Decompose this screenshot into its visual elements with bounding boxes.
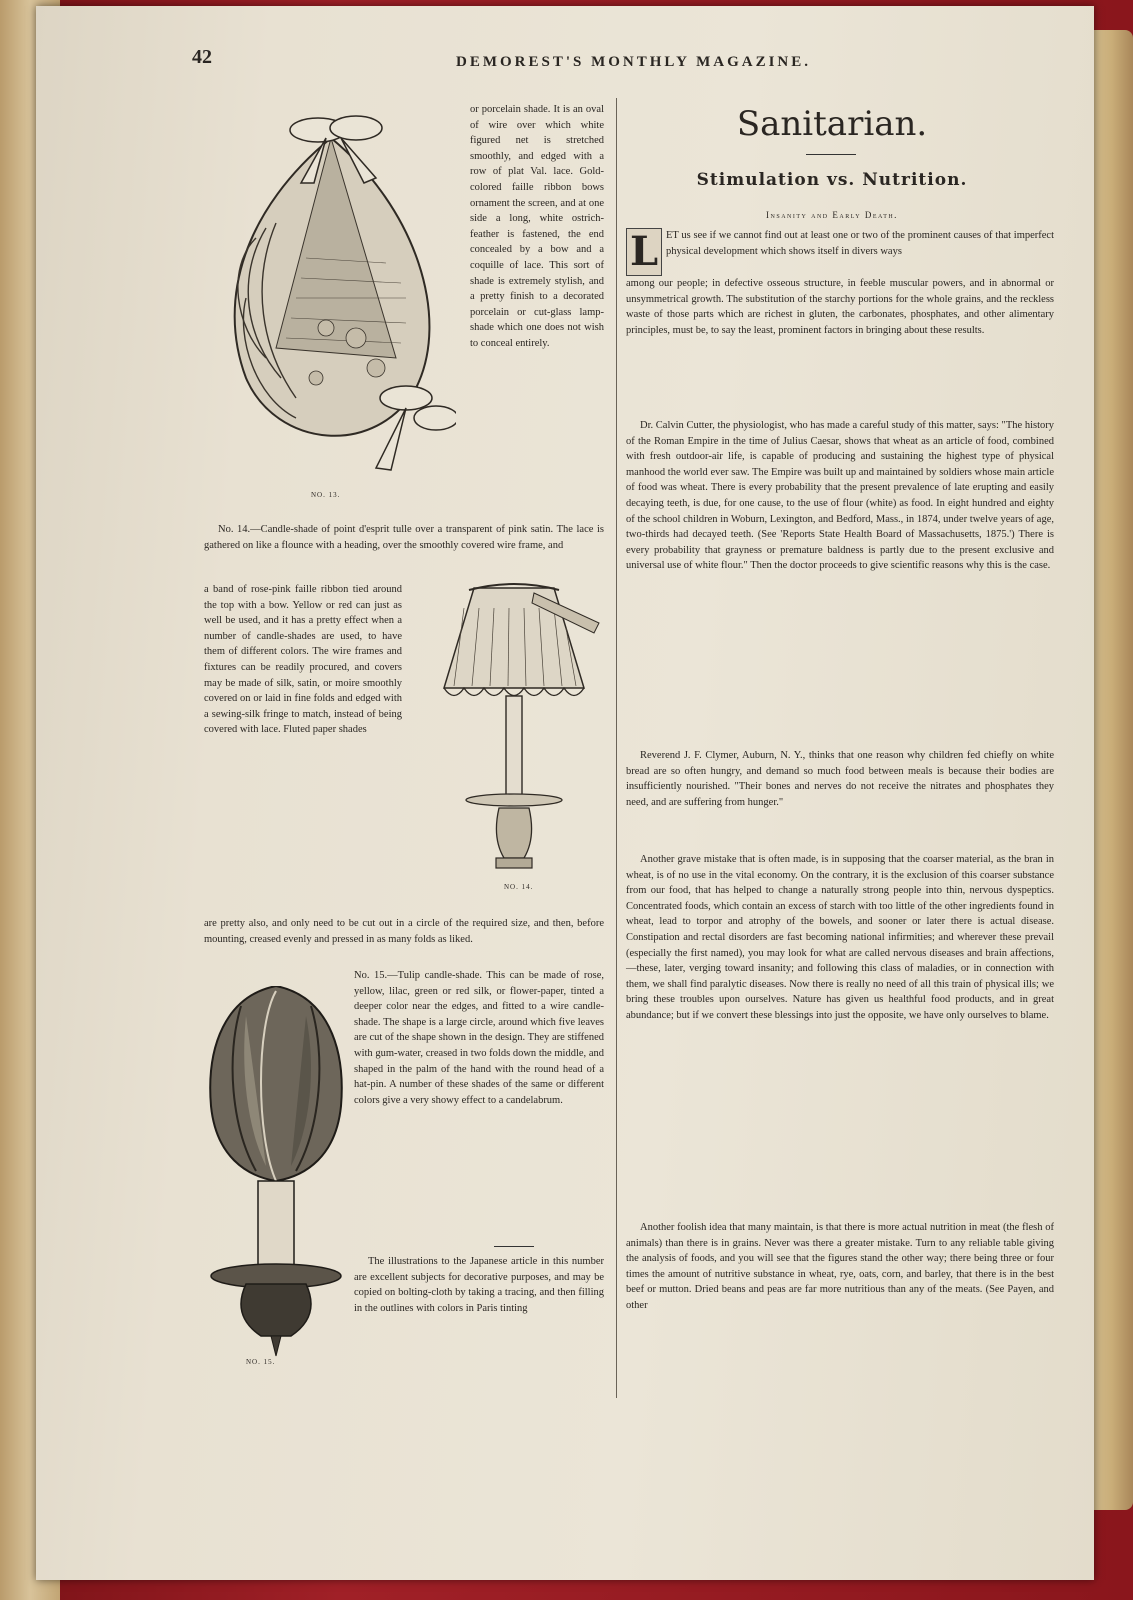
figure-14-illustration [424,568,604,888]
figure-15-caption: NO. 15. [246,1358,276,1366]
article-subtitle: Insanity and Early Death. [766,210,898,220]
magazine-page [36,6,1094,1580]
article-para-1: among our people; in defective osseous structure, in feeble muscular powers, and in abnormal or unsymmetrical growth. The substitution of the starchy portions for the whole grains, and the reckless waste of those parts which are richest in gluten, the carbonates, phosphates, and other alimentary principles, must be, to say the least, prominent factors in bringing about these results. [626,278,1054,336]
drop-cap: L [626,228,662,276]
text-block-japanese-illustrations: The illustrations to the Japanese article in this number are excellent subjects for decorative purposes, and may be copied on bolting-cloth by taking a tracing, and then filling in the outlines with colors in Paris tinting [354,1256,604,1314]
text-block-no14-details: a band of rose-pink faille ribbon tied around the top with a bow. Yellow or red can just as well be used, and it has a pretty effect when a number of candle-shades are used, to have them of different colors. The wire frames and fixtures can be readily procured, and covers may be made of silk, satin, or moire smoothly covered on or laid in fine folds and edged with a sewing-silk fringe to match, instead of being covered with lace. Fluted paper shades [204,584,402,736]
figure-13-illustration [206,98,456,488]
short-divider [494,1246,534,1247]
figure-13-caption: NO. 13. [311,491,341,499]
text-block-paper-shades: are pretty also, and only need to be cut out in a circle of the required size, and then, before mounting, creased evenly and pressed in as many folds as liked. [204,918,604,945]
article-para-4: Another grave mistake that is often made, is in supposing that the coarser material, as the bran in wheat, is of no use in the vital economy. On the contrary, it is the exclusion of this coarser substance from our food, that has helped to change a naturally strong people into thin, nervous dyspeptics. Concentrated foods, which contain an excess of starch with too little of the other ingredients found in wheat, lead to torpor and atrophy of the bowels, and sooner or later there is actual disease. Constipation and rectal disorders are fast becoming national infirmities; and wherever these prevail (especially the first named), you may look for what are called nervous diseases and brain affections,—these, later, verging toward insanity; and following this class of maladies, or in connection with them, we shall find paralytic diseases. Now there is really no need of all this train of physical ills; we bring these troubles upon ourselves. Nature has given us healthful food products, and in great abundance; but if we convert these blessings into just the opposite, we have only ourselves to blame. [626,854,1054,1021]
text-block-shade-description: or porcelain shade. It is an oval of wire over which white figured net is stretched smoothly, and edged with a row of plat Val. lace. Gold-colored faille ribbon bows ornament the screen, and at one side a long, white ostrich-feather is fastened, the end concealed by a bow and a coquille of lace. This sort of shade is extremely stylish, and a pretty finish to a decorated porcelain or cut-glass lamp-shade which one does not wish to conceal entirely. [470,104,604,349]
article-para-2: Dr. Calvin Cutter, the physiologist, who has made a careful study of this matter, says: "The history of the Roman Empire in the time of Julius Caesar, shows that wheat as an article of food, combined with fresh outdoor-air life, is capable of producing and sustaining the highest type of physical manhood the world ever saw. The Empire was built up and maintained by soldiers whose main article of food was wheat. There is every probability that the present prevalence of late erupting and easily decaying teeth, is due, for one cause, to the use of flour (white) as food. In eight hundred and eighty of the school children in Woburn, Lexington, and Bedford, Mass., in 1874, under twelve years of age, two-thirds had decayed teeth. (See 'Reports State Health Board of Massachusetts, 1875.') There is every probability that grayness or premature baldness is partly due to the present exclusive and universal use of white flour." Then the doctor proceeds to give scientific reasons why this is the case. [626,420,1054,572]
article-para-3: Reverend J. F. Clymer, Auburn, N. Y., thinks that one reason why children fed chiefly on white bread are so often hungry, and demand so much food between meals is because their bodies are insufficiently nourished. "Their bones and nerves do not receive the nitrates and phosphates they need, and are suffering from hunger." [626,750,1054,808]
column-divider [616,98,617,1398]
section-title: Sanitarian. [736,104,928,144]
article-para-5: Another foolish idea that many maintain, is that there is more actual nutrition in meat (the flesh of animals) than there is in grains. Never was there a greater mistake. Turn to any reliable table giving the analysis of foods, and you will see that the figures stand the other way; there being three or four times the amount of nutritive substance in wheat, rye, oats, corn, and barley, that there is in the best beef or mutton. Dried beans and peas are far more nutritious than any of the meats. (See Payen, and other [626,1222,1054,1311]
article-title: Stimulation vs. Nutrition. [696,170,968,190]
running-head: DEMOREST'S MONTHLY MAGAZINE. [456,54,812,70]
figure-15-illustration [186,986,366,1366]
figure-14-caption: NO. 14. [504,883,534,891]
page-number: 42 [192,46,212,68]
title-rule [806,154,856,155]
article-para-1-first: ET us see if we cannot find out at least one or two of the prominent causes of that imperfect physical development which shows itself in divers ways [666,230,1054,257]
text-block-no14-intro: No. 14.—Candle-shade of point d'esprit tulle over a transparent of pink satin. The lace is gathered on like a flounce with a heading, over the smoothly covered wire frame, and [204,524,604,551]
text-block-no15-tulip: No. 15.—Tulip candle-shade. This can be made of rose, yellow, lilac, green or red silk, or flower-paper, tinted a deeper color near the edges, and fitted to a wire candle-shade. The shape is a large circle, around which five leaves are cut of the shape shown in the design. They are stiffened with gum-water, creased in two folds down the middle, and shaped in the palm of the hand with the round head of a hat-pin. A number of these shades of the same or different colors give a very showy effect to a candelabrum. [354,970,604,1106]
